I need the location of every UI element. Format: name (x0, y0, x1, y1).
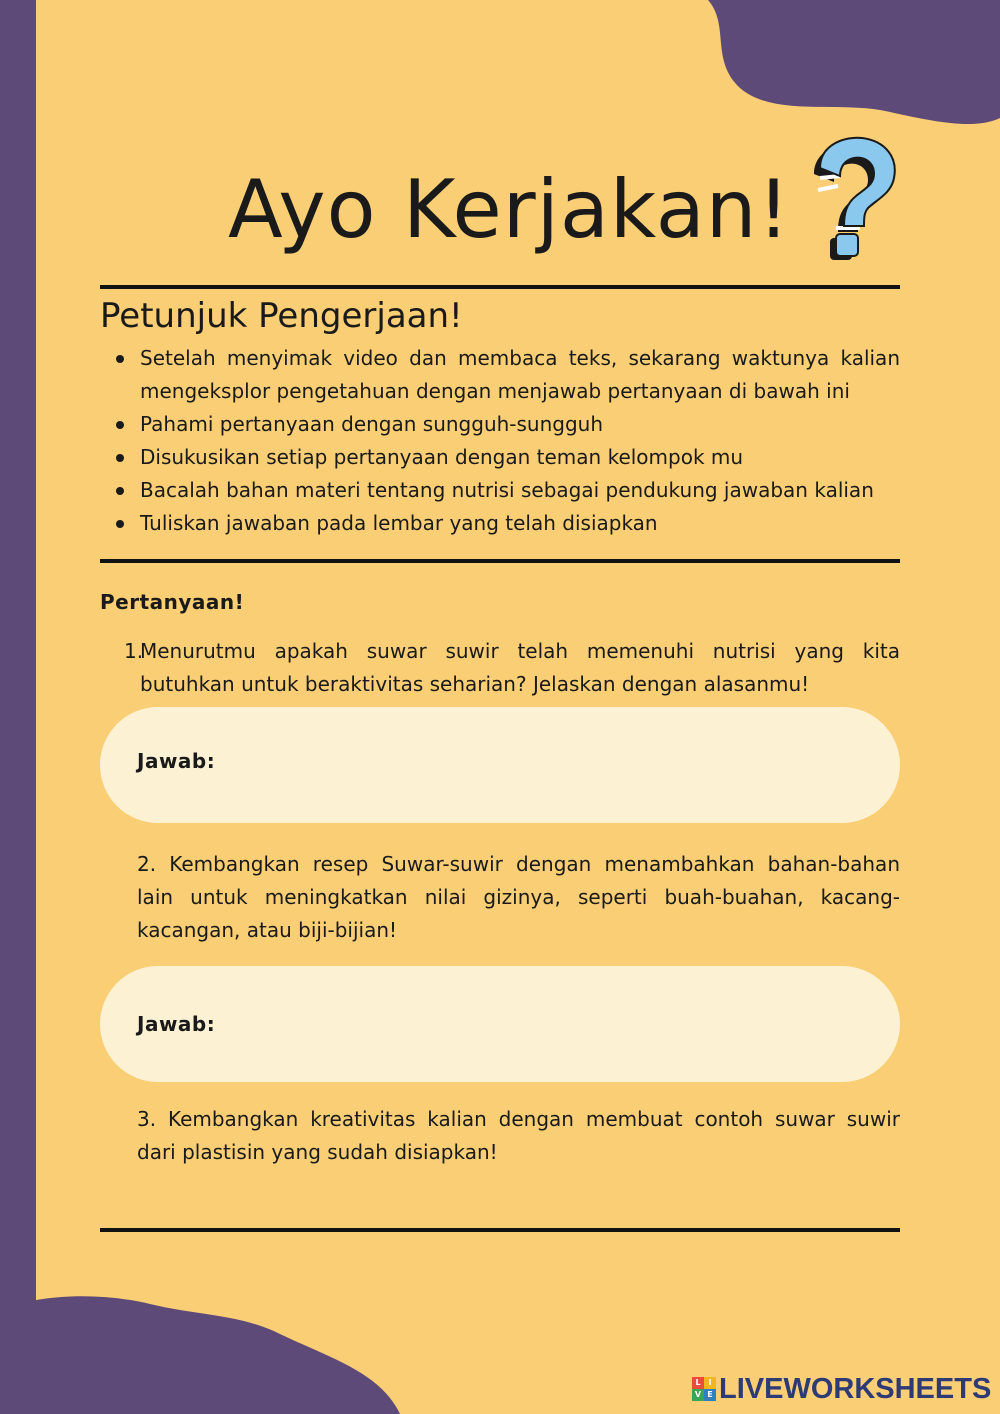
questions-heading: Pertanyaan! (100, 590, 245, 614)
instruction-item: Pahami pertanyaan dengan sungguh-sungguh (140, 408, 900, 441)
question-mark-icon (806, 134, 898, 262)
answer-label: Jawab: (137, 1012, 216, 1036)
liveworksheets-logo-icon (692, 1377, 716, 1401)
page-title: Ayo Kerjakan! (228, 163, 791, 256)
logo-letter: V (692, 1389, 704, 1401)
bottom-left-blob (0, 1292, 400, 1414)
answer-box-1[interactable] (100, 707, 900, 823)
divider-bottom (100, 1228, 900, 1232)
logo-letter: L (692, 1377, 704, 1389)
question-2-text: 2. Kembangkan resep Suwar-suwir dengan menambahkan bahan-bahan lain untuk meningkatkan nilai gizinya, seperti buah-buahan, kacang-kacangan, atau biji-bijian! (137, 852, 900, 942)
instructions-heading: Petunjuk Pengerjaan! (100, 296, 463, 336)
divider-middle (100, 559, 900, 563)
divider-top (100, 285, 900, 289)
logo-letter: E (704, 1389, 716, 1401)
answer-label: Jawab: (137, 749, 216, 773)
top-right-blob (690, 0, 1000, 130)
instruction-item: Tuliskan jawaban pada lembar yang telah disiapkan (140, 507, 900, 540)
instruction-item: Bacalah bahan materi tentang nutrisi sebagai pendukung jawaban kalian (140, 474, 900, 507)
logo-letter: I (704, 1377, 716, 1389)
question-1-number: 1. (124, 639, 144, 663)
liveworksheets-logo (692, 1372, 991, 1406)
liveworksheets-brand-name: LIVEWORKSHEETS (719, 1373, 992, 1405)
question-3-text: 3. Kembangkan kreativitas kalian dengan membuat contoh suwar suwir dari plastisin yang sudah disiapkan! (137, 1107, 900, 1164)
instructions-list (140, 342, 900, 540)
instruction-item: Setelah menyimak video dan membaca teks, sekarang waktunya kalian mengeksplor pengetahuan dengan menjawab pertanyaan di bawah ini (140, 342, 900, 408)
instruction-item: Disukusikan setiap pertanyaan dengan teman kelompok mu (140, 441, 900, 474)
left-decor-band (0, 0, 36, 1414)
question-1-text: Menurutmu apakah suwar suwir telah memenuhi nutrisi yang kita butuhkan untuk beraktivitas seharian? Jelaskan dengan alasanmu! (140, 639, 900, 696)
answer-box-2[interactable] (100, 966, 900, 1082)
